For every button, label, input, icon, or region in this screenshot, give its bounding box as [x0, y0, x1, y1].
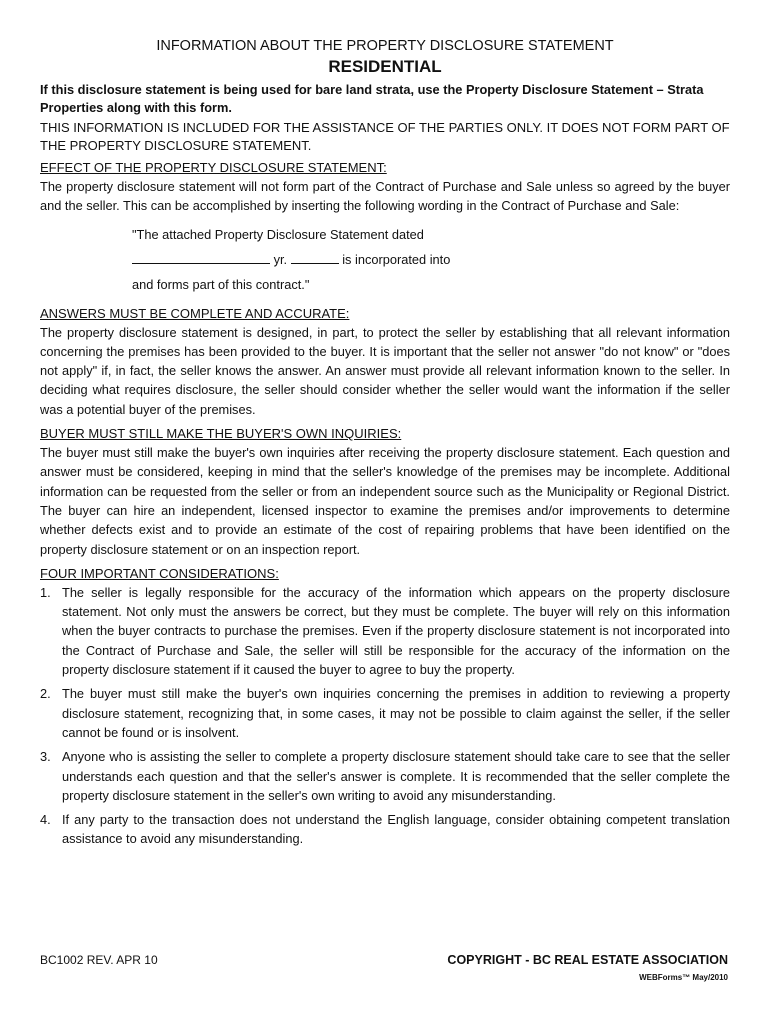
quote-line-2 [132, 247, 730, 272]
document-page [40, 38, 730, 854]
quote-line-1: "The attached Property Disclosure Statement dated [132, 226, 424, 242]
inquiries-body: The buyer must still make the buyer's own inquiries after receiving the property disclosure statement. Each question and answer must be considered, keeping in mind that the seller's knowledge of the premises may be incomplete. Additional information can be requested from the seller or from an independent source such as the Municipality or Regional District. The buyer can hire an independent, licensed inspector to examine the premises and/or improvements to determine whether defects exist and to provide an estimate of the cost of repairing problems that have been identified on the property disclosure statement or on an inspection report. [40, 445, 730, 557]
list-item-number: 1. [40, 584, 51, 600]
assistance-note: THIS INFORMATION IS INCLUDED FOR THE ASSISTANCE OF THE PARTIES ONLY. IT DOES NOT FORM PART OF THE PROPERTY DISCLOSURE STATEMENT. [40, 120, 730, 153]
date-blank [132, 251, 270, 264]
inquiries-heading: BUYER MUST STILL MAKE THE BUYER'S OWN INQUIRIES: [40, 426, 402, 442]
list-item-text: The buyer must still make the buyer's own inquiries concerning the premises in addition to reviewing a property disclosure statement, recognizing that, in some cases, it may not be possible to claim against the seller, if the seller cannot be found or is insolvent. [62, 686, 730, 740]
effect-body: The property disclosure statement will not form part of the Contract of Purchase and Sale unless so agreed by the buyer and the seller. This can be accomplished by inserting the following wording in the Contract of Purchase and Sale: [40, 179, 730, 214]
form-code: BC1002 REV. APR 10 [40, 953, 158, 967]
considerations-list [40, 583, 730, 849]
list-item-text: Anyone who is assisting the seller to complete a property disclosure statement should take care to see that the seller understands each question and that the seller's answer is complete. It is recommended that the seller complete the property disclosure statement in the seller's own writing to avoid any misunderstanding. [62, 749, 730, 803]
document-subtitle: RESIDENTIAL [328, 57, 442, 76]
list-item [40, 810, 730, 849]
list-item-text: If any party to the transaction does not understand the English language, consider obtaining competent translation assistance to avoid any misunderstanding. [62, 812, 730, 847]
quote-line-3: and forms part of this contract." [132, 276, 310, 292]
list-item-number: 3. [40, 749, 51, 765]
quote-yr-label: yr. [273, 251, 288, 267]
copyright-notice: COPYRIGHT - BC REAL ESTATE ASSOCIATION [447, 953, 728, 967]
list-item [40, 583, 730, 679]
list-item-text: The seller is legally responsible for the accuracy of the information which appears on the property disclosure statement. Not only must the answers be correct, but they must be complete. The buyer will rely on this information when the buyer contracts to purchase the premises. Even if the property disclosure statement is not incorporated into the Contract of Purchase and Sale, the seller will still be responsible for the accuracy of the information on the property disclosure statement if it caused the buyer to agree to buy the property. [62, 584, 730, 678]
list-item [40, 747, 730, 805]
webforms-version: WEBForms™ May/2010 [639, 973, 728, 982]
year-blank [291, 251, 339, 264]
effect-heading: EFFECT OF THE PROPERTY DISCLOSURE STATEMENT: [40, 160, 387, 175]
strata-note: If this disclosure statement is being used for bare land strata, use the Property Disclosure Statement – Strata Properties along with this form. [40, 82, 704, 115]
answers-body: The property disclosure statement is designed, in part, to protect the seller by establishing that all relevant information concerning the premises has been provided to the buyer. It is important that the seller not answer "do not know" or "does not apply" if, in fact, the seller knows the answer. An answer must provide all relevant information known to the seller. In deciding what requires disclosure, the seller should consider whether the seller would want the information if the seller was a potential buyer of the premises. [40, 324, 730, 417]
document-title: INFORMATION ABOUT THE PROPERTY DISCLOSURE STATEMENT [156, 38, 614, 54]
answers-heading: ANSWERS MUST BE COMPLETE AND ACCURATE: [40, 305, 350, 321]
list-item-number: 4. [40, 812, 51, 828]
list-item [40, 684, 730, 742]
quote-incorporated-label: is incorporated into [342, 251, 451, 267]
list-item-number: 2. [40, 686, 51, 702]
considerations-heading: FOUR IMPORTANT CONSIDERATIONS: [40, 565, 279, 581]
contract-wording-quote [132, 222, 730, 297]
